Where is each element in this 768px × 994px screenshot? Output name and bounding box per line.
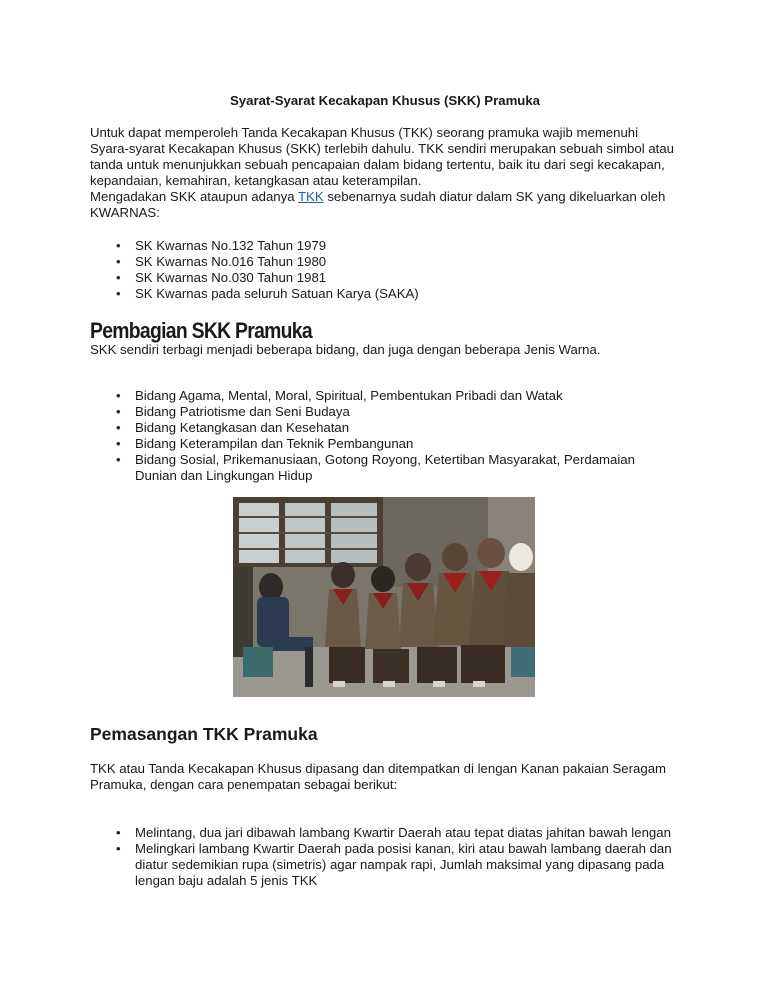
- skk-bidang-list: [90, 388, 680, 484]
- tkk-link[interactable]: TKK: [298, 189, 324, 204]
- scouts-photo: [233, 497, 535, 697]
- list-item: • Bidang Ketangkasan dan Kesehatan: [90, 420, 680, 436]
- list-item-continuation: Dunian dan Lingkungan Hidup: [135, 468, 313, 483]
- intro-line: tanda untuk menunjukkan sebuah pencapaian dalam bidang tertentu, baik itu dari segi kecakapan,: [90, 157, 665, 172]
- intro-line: kepandaian, kemahiran, ketangkasan atau keterampilan.: [90, 173, 422, 188]
- intro-line: Syara-syarat Kecakapan Khusus (SKK) terlebih dahulu. TKK sendiri merupakan sebuah simbol atau: [90, 141, 674, 156]
- list-item: • SK Kwarnas No.016 Tahun 1980: [90, 254, 680, 270]
- tkk-placement-list: [90, 825, 680, 889]
- list-item: • Melingkari lambang Kwartir Daerah pada posisi kanan, kiri atau bawah lambang daerah dan: [90, 841, 680, 857]
- list-item-continuation: lengan baju adalah 5 jenis TKK: [135, 873, 318, 888]
- list-item: • Bidang Sosial, Prikemanusiaan, Gotong Royong, Ketertiban Masyarakat, Perdamaian: [90, 452, 680, 468]
- list-item: • Melintang, dua jari dibawah lambang Kwartir Daerah atau tepat diatas jahitan bawah lengan: [90, 825, 680, 841]
- intro-text: sebenarnya sudah diatur dalam SK yang dikeluarkan oleh: [323, 189, 666, 204]
- section-heading-pembagian: Pembagian SKK Pramuka: [90, 318, 312, 343]
- list-item: • Bidang Keterampilan dan Teknik Pembangunan: [90, 436, 680, 452]
- list-item: • SK Kwarnas No.030 Tahun 1981: [90, 270, 680, 286]
- section-text: TKK atau Tanda Kecakapan Khusus dipasang dan ditempatkan di lengan Kanan pakaian Seragam: [90, 761, 667, 776]
- list-item: • SK Kwarnas pada seluruh Satuan Karya (SAKA): [90, 286, 680, 302]
- list-item: • SK Kwarnas No.132 Tahun 1979: [90, 238, 680, 254]
- section-text: SKK sendiri terbagi menjadi beberapa bidang, dan juga dengan beberapa Jenis Warna.: [90, 342, 601, 357]
- intro-text: Mengadakan SKK ataupun adanya: [90, 189, 298, 204]
- section-heading-pemasangan: Pemasangan TKK Pramuka: [90, 724, 318, 744]
- intro-paragraph: [90, 125, 680, 221]
- intro-line: KWARNAS:: [90, 205, 160, 220]
- section-text: Pramuka, dengan cara penempatan sebagai berikut:: [90, 777, 398, 792]
- list-item: • Bidang Agama, Mental, Moral, Spiritual, Pembentukan Pribadi dan Watak: [90, 388, 680, 404]
- list-item: • Bidang Patriotisme dan Seni Budaya: [90, 404, 680, 420]
- intro-line: Untuk dapat memperoleh Tanda Kecakapan Khusus (TKK) seorang pramuka wajib memenuhi: [90, 125, 639, 140]
- document-title: Syarat-Syarat Kecakapan Khusus (SKK) Pramuka: [229, 93, 541, 108]
- list-item-continuation: diatur sedemikian rupa (simetris) agar nampak rapi, Jumlah maksimal yang dipasang pada: [135, 857, 665, 872]
- sk-list: [90, 238, 680, 302]
- document-body: [90, 93, 680, 889]
- intro-line: [90, 189, 680, 205]
- scouts-photo-image: [233, 497, 535, 697]
